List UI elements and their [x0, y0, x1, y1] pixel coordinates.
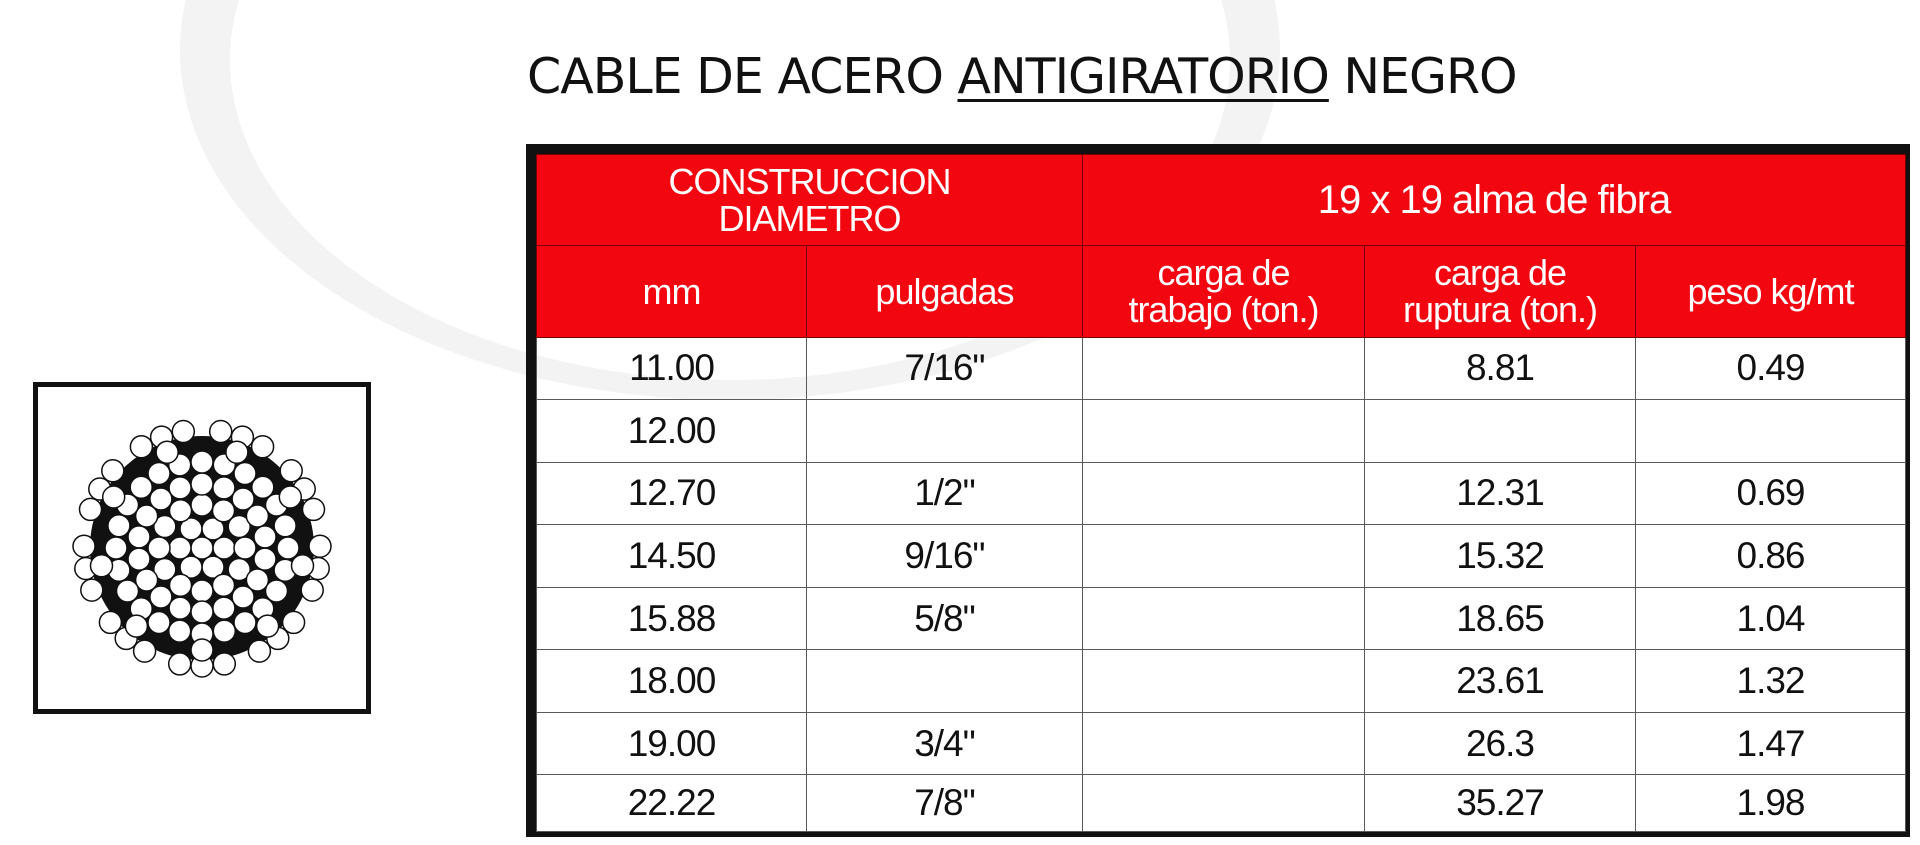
table-row	[537, 337, 1906, 400]
cable-wire	[191, 601, 213, 623]
cell-carga-trabajo	[1083, 525, 1365, 588]
cell-mm: 11.00	[537, 337, 807, 400]
cell-pulgadas: 5/8"	[807, 587, 1083, 650]
cable-wire	[134, 640, 156, 662]
cell-carga-ruptura: 18.65	[1365, 587, 1636, 650]
cell-mm: 12.70	[537, 462, 807, 525]
cable-wire	[254, 548, 276, 570]
cable-diagram-frame	[33, 382, 371, 714]
cell-peso: 0.69	[1636, 462, 1906, 525]
cable-wire	[248, 640, 270, 662]
cable-wire	[150, 488, 172, 510]
header-row-construction	[537, 155, 1906, 246]
cable-wire	[148, 537, 170, 559]
table-row	[537, 400, 1906, 463]
cable-wire	[213, 597, 235, 619]
cell-mm: 15.88	[537, 587, 807, 650]
cell-carga-ruptura: 35.27	[1365, 775, 1636, 832]
cable-wire	[128, 548, 150, 570]
cell-carga-trabajo	[1083, 775, 1365, 832]
column-header-peso: peso kg/mt	[1636, 245, 1906, 337]
cell-pulgadas: 1/2"	[807, 462, 1083, 525]
header-diametro: DIAMETRO	[718, 197, 901, 239]
spec-table	[536, 154, 1906, 832]
column-header-carga-trabajo-line1: carga de	[1157, 252, 1290, 294]
cable-wire	[254, 526, 276, 548]
cell-carga-ruptura: 23.61	[1365, 650, 1636, 713]
cell-pulgadas: 7/16"	[807, 337, 1083, 400]
header-construccion: CONSTRUCCION	[668, 160, 951, 202]
cable-wire	[172, 421, 194, 443]
cable-wire	[213, 477, 235, 499]
cable-wire	[136, 569, 158, 591]
cell-peso: 1.98	[1636, 775, 1906, 832]
cell-carga-trabajo	[1083, 650, 1365, 713]
cable-wire	[213, 537, 235, 559]
cell-pulgadas	[807, 400, 1083, 463]
cell-carga-trabajo	[1083, 400, 1365, 463]
cable-wire	[81, 579, 103, 601]
cable-wire	[108, 515, 130, 537]
cell-carga-ruptura	[1365, 400, 1636, 463]
cell-carga-trabajo	[1083, 462, 1365, 525]
title-part-3: NEGRO	[1343, 48, 1517, 105]
cable-wire	[191, 639, 213, 661]
cable-wire	[130, 436, 152, 458]
cable-wire	[234, 612, 256, 634]
cell-carga-ruptura: 12.31	[1365, 462, 1636, 525]
cable-wire	[210, 421, 232, 443]
cell-mm: 14.50	[537, 525, 807, 588]
cell-pulgadas: 9/16"	[807, 525, 1083, 588]
table-row	[537, 587, 1906, 650]
cable-wire	[277, 537, 299, 559]
cable-wire	[169, 620, 191, 642]
cell-mm: 18.00	[537, 650, 807, 713]
cable-wire	[102, 460, 124, 482]
cell-mm: 22.22	[537, 775, 807, 832]
spec-table-frame	[526, 144, 1910, 837]
cable-wire	[246, 505, 268, 527]
cable-wire	[226, 441, 248, 463]
column-header-carga-trabajo	[1083, 245, 1365, 337]
cell-carga-ruptura: 26.3	[1365, 712, 1636, 775]
column-header-carga-ruptura	[1365, 245, 1636, 337]
cable-wire	[117, 580, 139, 602]
cell-peso: 1.32	[1636, 650, 1906, 713]
table-row	[537, 525, 1906, 588]
cable-wire	[128, 526, 150, 548]
cable-wire	[213, 620, 235, 642]
header-construction-value: 19 x 19 alma de fibra	[1083, 155, 1906, 246]
cell-pulgadas: 3/4"	[807, 712, 1083, 775]
cable-wire	[169, 477, 191, 499]
cable-wire	[274, 515, 296, 537]
cable-wire	[309, 535, 331, 557]
cable-wire	[91, 555, 113, 577]
cable-wire	[213, 574, 235, 596]
cable-wire	[169, 537, 191, 559]
cable-wire	[125, 615, 147, 637]
cell-peso	[1636, 400, 1906, 463]
cable-wire	[191, 473, 213, 495]
cable-wire	[234, 537, 256, 559]
table-row	[537, 712, 1906, 775]
cable-wire	[191, 580, 213, 602]
cable-wire	[280, 460, 302, 482]
cable-wire	[191, 494, 213, 516]
cell-peso: 0.86	[1636, 525, 1906, 588]
cable-wire	[292, 555, 314, 577]
cable-wire	[99, 611, 121, 633]
cell-pulgadas: 7/8"	[807, 775, 1083, 832]
cell-carga-trabajo	[1083, 337, 1365, 400]
cable-wire	[252, 436, 274, 458]
column-header-carga-ruptura-line2: ruptura (ton.)	[1402, 289, 1598, 331]
cable-wire	[279, 486, 301, 508]
header-construccion-diametro	[537, 155, 1083, 246]
cell-mm: 12.00	[537, 400, 807, 463]
cell-peso: 0.49	[1636, 337, 1906, 400]
cable-wire	[170, 500, 192, 522]
cell-peso: 1.04	[1636, 587, 1906, 650]
cell-pulgadas	[807, 650, 1083, 713]
cable-wire	[257, 615, 279, 637]
cell-carga-trabajo	[1083, 587, 1365, 650]
column-header-pulgadas: pulgadas	[807, 245, 1083, 337]
cell-carga-ruptura: 8.81	[1365, 337, 1636, 400]
table-row	[537, 462, 1906, 525]
page-title	[527, 48, 1517, 105]
cable-wire	[169, 597, 191, 619]
cable-wire	[232, 586, 254, 608]
table-row	[537, 650, 1906, 713]
cable-wire	[156, 441, 178, 463]
title-part-2: ANTIGIRATORIO	[957, 48, 1329, 105]
cell-peso: 1.47	[1636, 712, 1906, 775]
cable-wire	[169, 653, 191, 675]
column-header-carga-ruptura-line1: carga de	[1433, 252, 1567, 294]
column-header-carga-trabajo-line2: trabajo (ton.)	[1128, 289, 1319, 331]
table-row	[537, 775, 1906, 832]
cable-wire	[73, 535, 95, 557]
cable-wire	[103, 486, 125, 508]
cable-wire	[191, 537, 213, 559]
cable-wire	[301, 579, 323, 601]
cable-wire	[213, 653, 235, 675]
cable-cross-section-icon	[38, 387, 366, 709]
cable-wire	[303, 498, 325, 520]
cable-wire	[191, 451, 213, 473]
cable-wire	[105, 537, 127, 559]
cell-mm: 19.00	[537, 712, 807, 775]
cell-carga-ruptura: 15.32	[1365, 525, 1636, 588]
cable-wire	[148, 463, 170, 485]
cell-carga-trabajo	[1083, 712, 1365, 775]
title-part-1: CABLE DE ACERO	[527, 48, 943, 105]
column-header-mm: mm	[537, 245, 807, 337]
header-row-columns	[537, 245, 1906, 337]
cable-wire	[80, 498, 102, 520]
